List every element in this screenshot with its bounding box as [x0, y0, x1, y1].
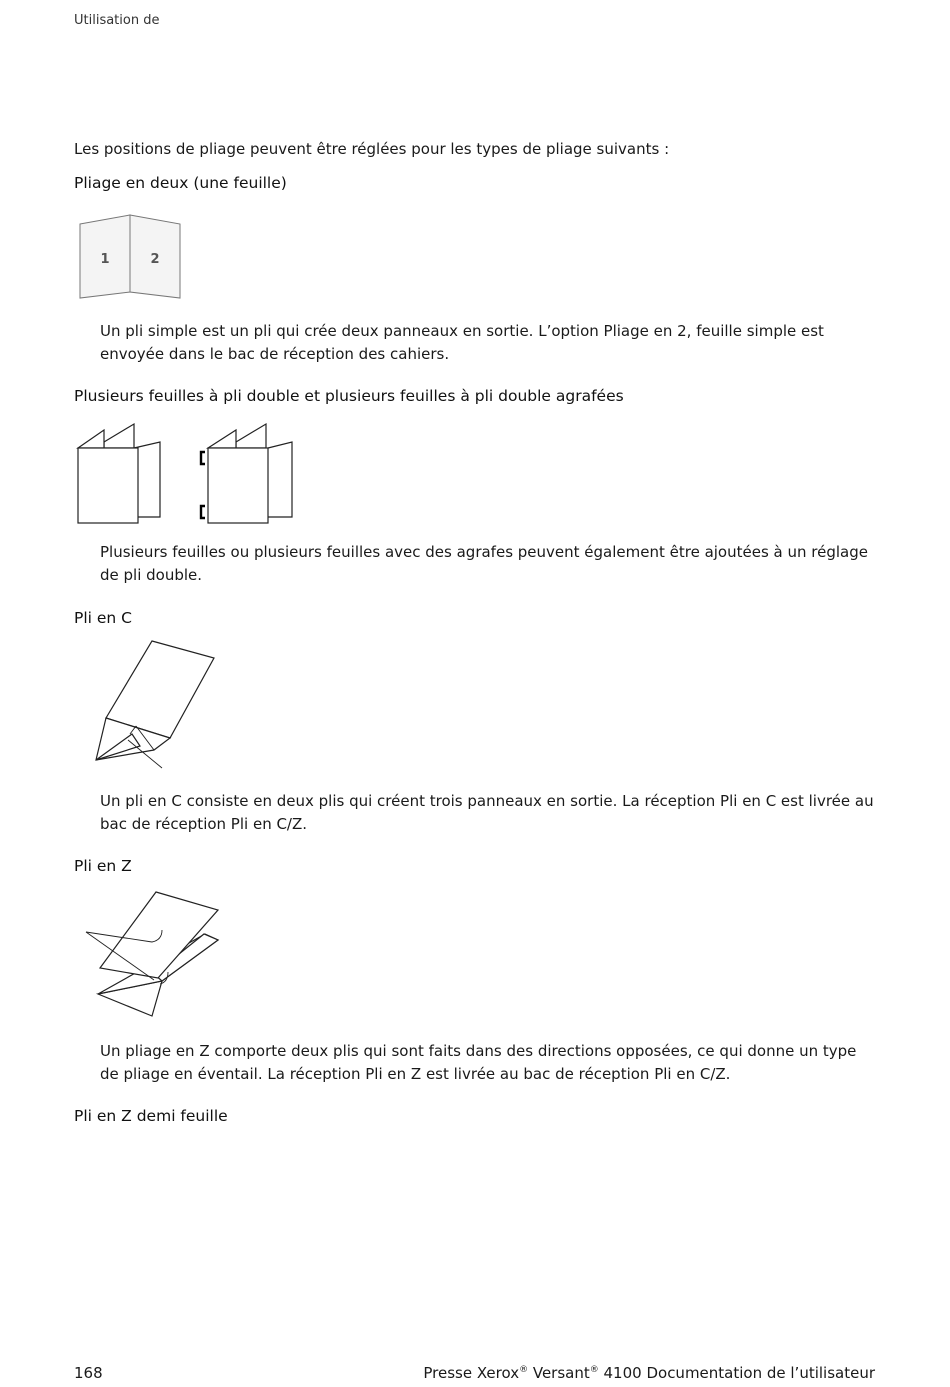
multi-sheet-fold-illustration — [74, 420, 304, 528]
heading-c-fold: Pli en C — [74, 609, 132, 627]
footer-title-part3: 4100 Documentation de l’utilisateur — [598, 1364, 875, 1382]
page-number: 168 — [74, 1364, 103, 1382]
multi-sheet-description: Plusieurs feuilles ou plusieurs feuilles avec des agrafes peuvent également être ajoutées à un réglage de pli double. — [100, 543, 868, 584]
heading-z-fold-half-sheet: Pli en Z demi feuille — [74, 1107, 228, 1125]
heading-multi-sheet-fold: Plusieurs feuilles à pli double et plusieurs feuilles à pli double agrafées — [74, 387, 624, 405]
c-fold-illustration — [74, 638, 224, 770]
panel-label-2: 2 — [150, 252, 160, 267]
heading-z-fold: Pli en Z — [74, 857, 132, 875]
c-fold-description: Un pli en C consiste en deux plis qui créent trois panneaux en sortie. La réception Pli en C est livrée au bac de réception Pli en C/Z. — [100, 792, 874, 833]
heading-bi-fold: Pliage en deux (une feuille) — [74, 174, 287, 192]
registered-mark-2: ® — [589, 1365, 599, 1375]
staple-marks — [201, 452, 205, 518]
bi-fold-description: Un pli simple est un pli qui crée deux panneaux en sortie. L’option Pliage en 2, feuille simple est envoyée dans le bac de réception des cahiers. — [100, 322, 824, 363]
running-head: Utilisation de — [74, 13, 160, 28]
footer-title-part1: Presse Xerox — [423, 1364, 520, 1382]
intro-paragraph: Les positions de pliage peuvent être réglées pour les types de pliage suivants : — [74, 140, 670, 158]
bi-fold-illustration — [74, 212, 186, 304]
z-fold-illustration — [74, 886, 224, 1018]
panel-label-1: 1 — [100, 252, 110, 267]
footer-document-title — [423, 1364, 875, 1382]
footer-title-part2: Versant — [528, 1364, 590, 1382]
registered-mark-1: ® — [519, 1365, 529, 1375]
z-fold-description: Un pliage en Z comporte deux plis qui sont faits dans des directions opposées, ce qui donne un type de pliage en éventail. La réception Pli en Z est livrée au bac de réception Pli en C/Z. — [100, 1042, 857, 1083]
